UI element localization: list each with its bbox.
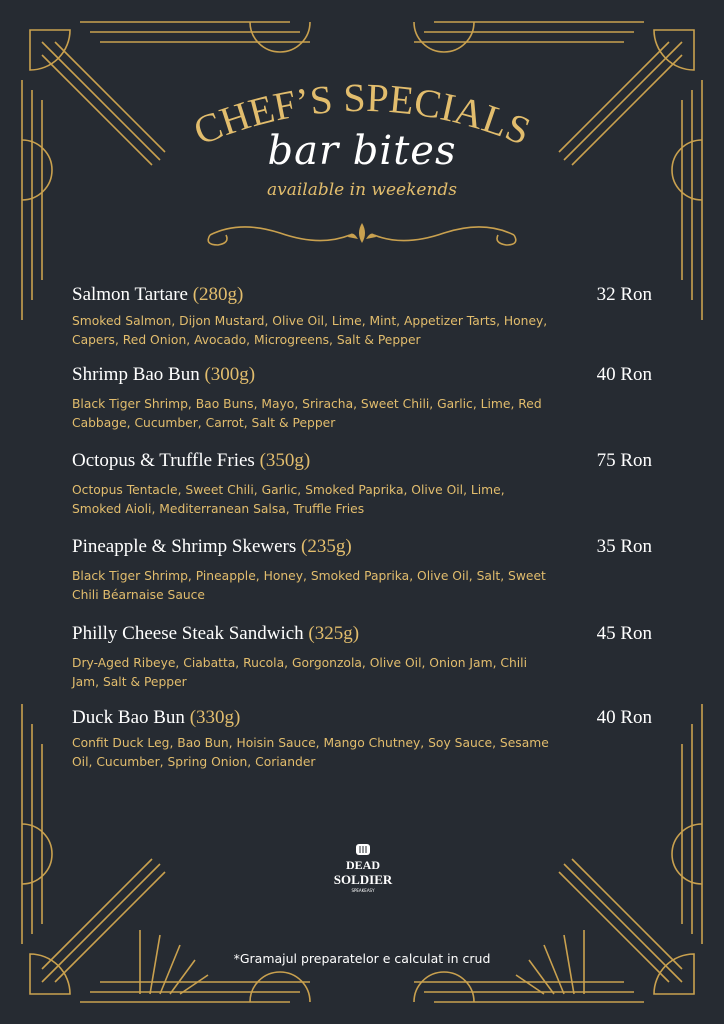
item-description: Octopus Tentacle, Sweet Chili, Garlic, Smoked Paprika, Olive Oil, Lime, Smoked Aioli, Mediterranean Salsa, Truffle Fries	[72, 483, 505, 516]
item-price: 35 Ron	[596, 536, 652, 557]
item-description: Smoked Salmon, Dijon Mustard, Olive Oil, Lime, Mint, Appetizer Tarts, Honey, Capers, Red Onion, Avocado, Microgreens, Salt & Pepper	[72, 314, 548, 347]
menu-item	[72, 284, 652, 350]
item-price: 75 Ron	[596, 450, 652, 471]
item-name: Octopus & Truffle Fries	[72, 450, 255, 471]
menu-item	[72, 623, 652, 692]
item-weight: (350g)	[259, 450, 311, 471]
menu-item	[72, 707, 652, 772]
item-price: 32 Ron	[596, 284, 652, 305]
svg-text:SOLDIER: SOLDIER	[333, 872, 393, 887]
item-weight: (330g)	[189, 707, 241, 728]
item-weight: (300g)	[204, 364, 256, 385]
item-description: Confit Duck Leg, Bao Bun, Hoisin Sauce, Mango Chutney, Soy Sauce, Sesame Oil, Cucumber, Spring Onion, Coriander	[72, 736, 549, 769]
item-description: Dry-Aged Ribeye, Ciabatta, Rucola, Gorgonzola, Olive Oil, Onion Jam, Chili Jam, Salt & Pepper	[72, 656, 528, 689]
menu-subtitle: bar bites	[267, 128, 457, 174]
item-name: Shrimp Bao Bun	[72, 364, 200, 385]
ornament-divider	[200, 215, 524, 255]
menu-item	[72, 364, 652, 433]
svg-text:CHEF’S SPECIALS: CHEF’S SPECIALS	[187, 74, 537, 154]
item-weight: (280g)	[192, 284, 244, 305]
availability-note: available in weekends	[266, 180, 458, 200]
menu-item	[72, 536, 652, 605]
item-description: Black Tiger Shrimp, Pineapple, Honey, Smoked Paprika, Olive Oil, Salt, Sweet Chili Béarnaise Sauce	[72, 569, 546, 602]
item-price: 40 Ron	[596, 364, 652, 385]
svg-text:SPEAKEASY: SPEAKEASY	[351, 888, 375, 893]
menu-item	[72, 450, 652, 519]
item-name: Duck Bao Bun	[72, 707, 185, 728]
item-name: Salmon Tartare	[72, 284, 188, 305]
item-price: 40 Ron	[596, 707, 652, 728]
item-weight: (325g)	[308, 623, 360, 644]
svg-text:DEAD: DEAD	[345, 858, 381, 872]
item-name: Pineapple & Shrimp Skewers	[72, 536, 297, 557]
footnote: *Gramajul preparatelor e calculat in crud	[233, 951, 491, 966]
item-name: Philly Cheese Steak Sandwich	[72, 623, 309, 644]
dead-soldier-logo	[333, 842, 393, 912]
item-price: 45 Ron	[596, 623, 652, 644]
item-description: Black Tiger Shrimp, Bao Buns, Mayo, Sriracha, Sweet Chili, Garlic, Lime, Red Cabbage, Cucumber, Carrot, Salt & Pepper	[72, 397, 542, 430]
item-weight: (235g)	[301, 536, 352, 557]
